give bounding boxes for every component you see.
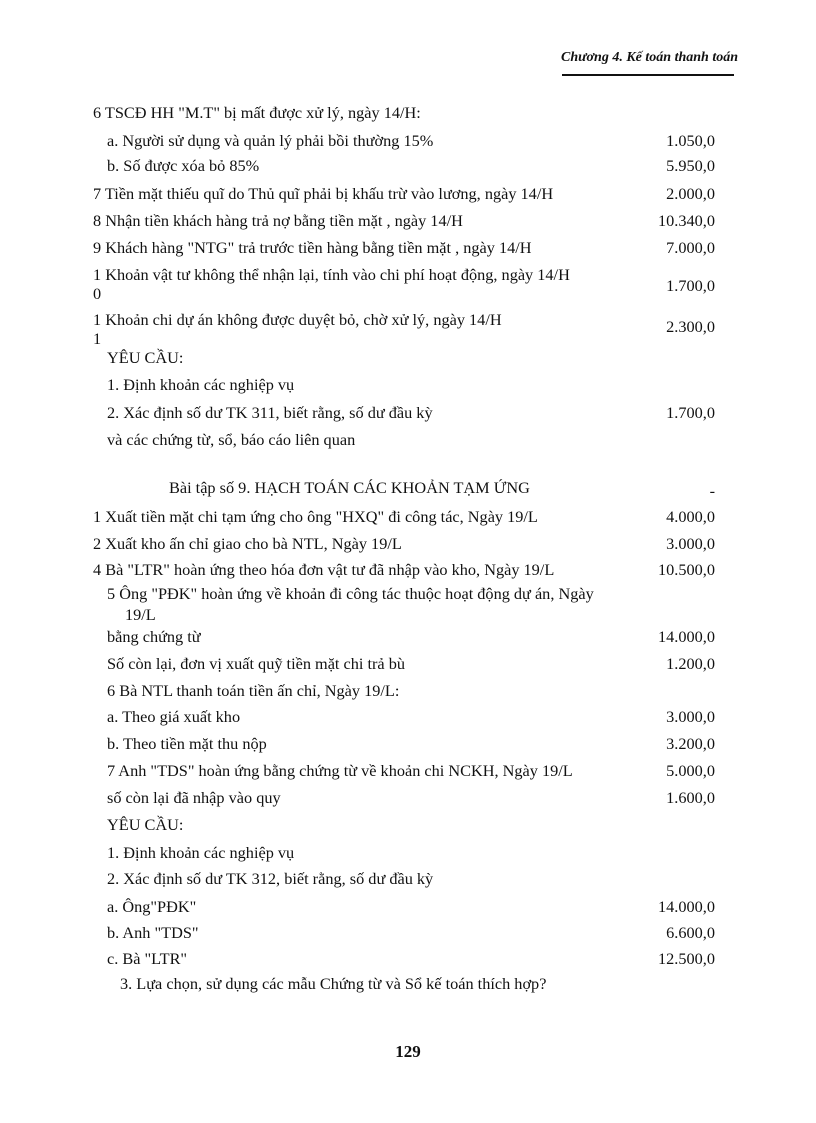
row-text: b. Theo tiền mặt thu nộp bbox=[107, 734, 267, 753]
row-text: Bài tập số 9. HẠCH TOÁN CÁC KHOẢN TẠM ỨNG bbox=[169, 478, 530, 497]
row-text: 0 bbox=[93, 284, 102, 303]
row-text: bằng chứng từ bbox=[107, 627, 201, 646]
row-amount: 3.000,0 bbox=[666, 707, 715, 726]
row-text: 2 Xuất kho ấn chỉ giao cho bà NTL, Ngày 19/L bbox=[93, 534, 402, 553]
row-text: 2. Xác định số dư TK 312, biết rằng, số dư đầu kỳ bbox=[107, 869, 434, 888]
row-text: 19/L bbox=[125, 605, 156, 624]
row-amount: 4.000,0 bbox=[666, 507, 715, 526]
row-amount: 3.000,0 bbox=[666, 534, 715, 553]
row-text: YÊU CẦU: bbox=[107, 348, 184, 367]
row-amount: 2.000,0 bbox=[666, 184, 715, 203]
chapter-header: Chương 4. Kế toán thanh toán bbox=[561, 50, 738, 65]
row-text: 9 Khách hàng "NTG" trả trước tiền hàng bằng tiền mặt , ngày 14/H bbox=[93, 238, 532, 257]
row-amount: 10.500,0 bbox=[658, 560, 715, 579]
row-amount: 1.200,0 bbox=[666, 654, 715, 673]
row-text: 1 Khoản vật tư không thể nhận lại, tính vào chi phí hoạt động, ngày 14/H bbox=[93, 265, 570, 284]
row-amount: 10.340,0 bbox=[658, 211, 715, 230]
row-text: b. Anh "TDS" bbox=[107, 923, 199, 942]
header-rule bbox=[562, 74, 734, 76]
row-text: số còn lại đã nhập vào quy bbox=[107, 788, 281, 807]
row-amount: 1.050,0 bbox=[666, 131, 715, 150]
row-text: 5 Ông "PĐK" hoàn ứng về khoản đi công tác thuộc hoạt động dự án, Ngày bbox=[107, 584, 594, 603]
row-amount: 2.300,0 bbox=[666, 317, 715, 336]
row-text: 1 bbox=[93, 329, 102, 348]
row-text: 1. Định khoản các nghiệp vụ bbox=[107, 843, 295, 862]
row-amount: 5.950,0 bbox=[666, 156, 715, 175]
row-amount: 1.700,0 bbox=[666, 403, 715, 422]
row-amount: 5.000,0 bbox=[666, 761, 715, 780]
row-text: và các chứng từ, sổ, báo cáo liên quan bbox=[107, 430, 356, 449]
row-text: 7 Anh "TDS" hoàn ứng bằng chứng từ về khoản chi NCKH, Ngày 19/L bbox=[107, 761, 573, 780]
row-amount: 14.000,0 bbox=[658, 627, 715, 646]
page-number: 129 bbox=[395, 1042, 421, 1061]
row-amount: 7.000,0 bbox=[666, 238, 715, 257]
row-amount: 12.500,0 bbox=[658, 949, 715, 968]
row-text: a. Theo giá xuất kho bbox=[107, 707, 241, 726]
row-text: b. Số được xóa bỏ 85% bbox=[107, 156, 260, 175]
row-amount: 1.700,0 bbox=[666, 276, 715, 295]
row-amount: 1.600,0 bbox=[666, 788, 715, 807]
row-text: 1 Khoản chi dự án không được duyệt bỏ, chờ xử lý, ngày 14/H bbox=[93, 310, 502, 329]
row-text: 8 Nhận tiền khách hàng trả nợ bằng tiền mặt , ngày 14/H bbox=[93, 211, 463, 230]
row-text: YÊU CẦU: bbox=[107, 815, 184, 834]
row-text: Số còn lại, đơn vị xuất quỹ tiền mặt chi trả bù bbox=[107, 654, 405, 673]
row-text: 2. Xác định số dư TK 311, biết rằng, số dư đầu kỳ bbox=[107, 403, 433, 422]
row-text: 6 TSCĐ HH "M.T" bị mất được xử lý, ngày 14/H: bbox=[93, 103, 421, 122]
row-text: 6 Bà NTL thanh toán tiền ấn chỉ, Ngày 19/L: bbox=[107, 681, 400, 700]
row-text: a. Người sử dụng và quản lý phải bồi thường 15% bbox=[107, 131, 434, 150]
row-amount: - bbox=[709, 481, 715, 500]
row-text: a. Ông"PĐK" bbox=[107, 897, 197, 916]
row-amount: 3.200,0 bbox=[666, 734, 715, 753]
row-text: 7 Tiền mặt thiếu quĩ do Thủ quĩ phải bị khấu trừ vào lương, ngày 14/H bbox=[93, 184, 554, 203]
row-text: 3. Lựa chọn, sử dụng các mẫu Chứng từ và Sổ kế toán thích hợp? bbox=[120, 974, 547, 993]
row-text: c. Bà "LTR" bbox=[107, 949, 188, 968]
row-amount: 6.600,0 bbox=[666, 923, 715, 942]
row-text: 1 Xuất tiền mặt chi tạm ứng cho ông "HXQ" đi công tác, Ngày 19/L bbox=[93, 507, 538, 526]
row-amount: 14.000,0 bbox=[658, 897, 715, 916]
row-text: 1. Định khoản các nghiệp vụ bbox=[107, 375, 295, 394]
row-text: 4 Bà "LTR" hoàn ứng theo hóa đơn vật tư đã nhập vào kho, Ngày 19/L bbox=[93, 560, 555, 579]
